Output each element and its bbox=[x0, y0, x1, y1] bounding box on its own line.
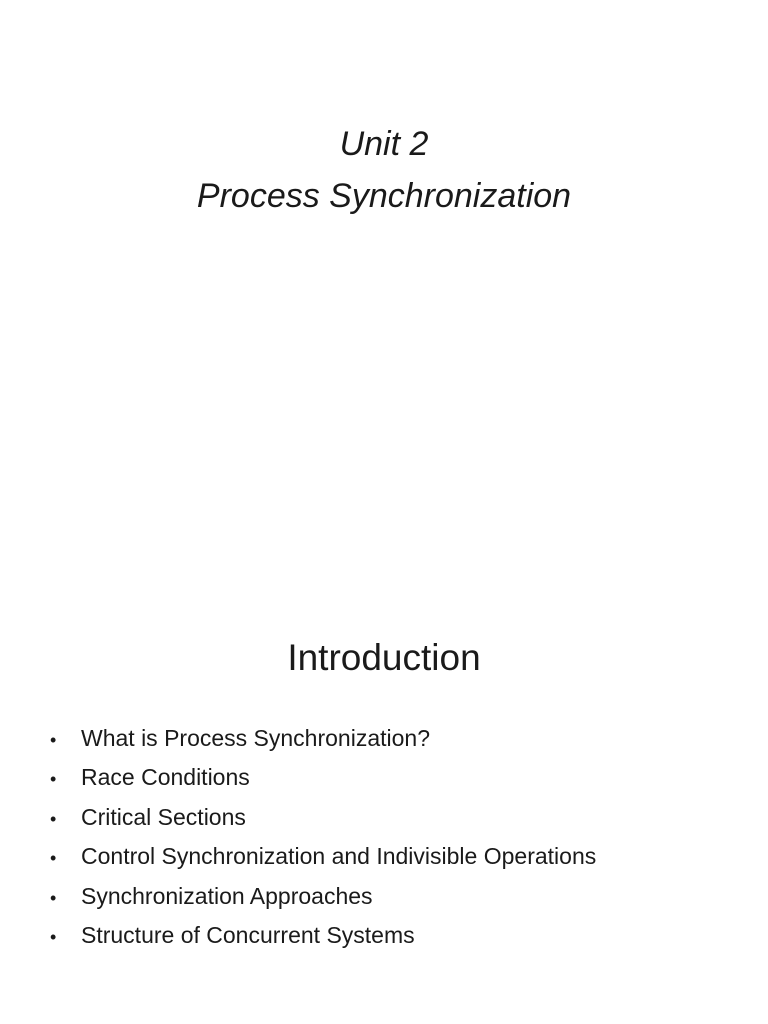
unit-title: Process Synchronization bbox=[196, 177, 572, 215]
list-item-text: Structure of Concurrent Systems bbox=[81, 922, 415, 949]
bullet-icon: • bbox=[50, 848, 57, 869]
slide-title bbox=[0, 118, 768, 222]
list-item-text: Synchronization Approaches bbox=[81, 882, 373, 909]
list-item bbox=[50, 878, 596, 917]
list-item bbox=[50, 759, 596, 798]
bullet-icon: • bbox=[50, 769, 57, 790]
list-item bbox=[50, 799, 596, 838]
list-item bbox=[50, 917, 596, 956]
list-item-text: Race Conditions bbox=[81, 764, 250, 791]
unit-label: Unit 2 bbox=[339, 125, 429, 163]
introduction-slide bbox=[0, 576, 768, 1024]
list-item bbox=[50, 838, 596, 877]
bullet-icon: • bbox=[50, 927, 57, 948]
list-item bbox=[50, 720, 596, 759]
bullet-icon: • bbox=[50, 887, 57, 908]
section-heading: Introduction bbox=[287, 637, 481, 678]
list-item-text: Critical Sections bbox=[81, 803, 246, 830]
list-item-text: Control Synchronization and Indivisible Operations bbox=[81, 843, 597, 870]
list-item-text: What is Process Synchronization? bbox=[81, 725, 430, 751]
bullet-icon: • bbox=[50, 808, 57, 829]
topic-list bbox=[50, 720, 596, 956]
bullet-icon: • bbox=[50, 730, 57, 750]
